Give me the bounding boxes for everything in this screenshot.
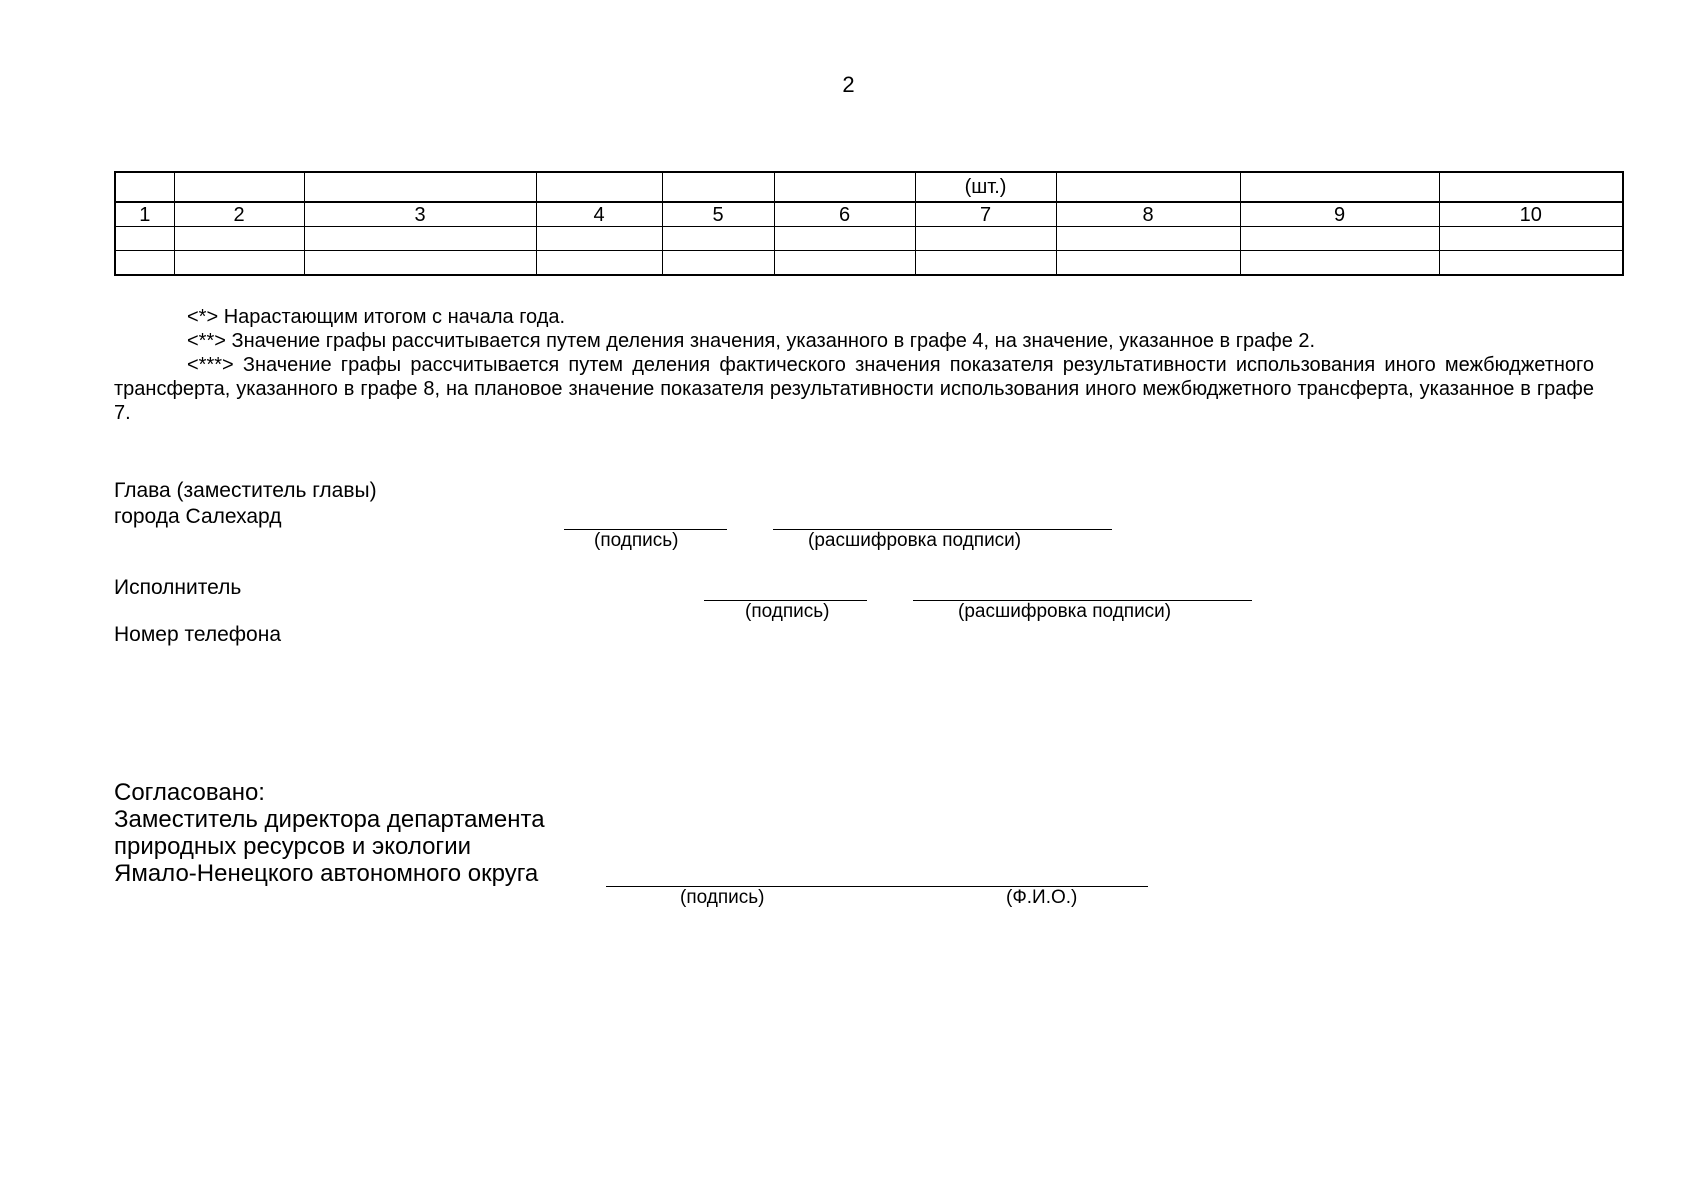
head-title-line2: города Салехард bbox=[114, 505, 282, 528]
table-cell bbox=[536, 227, 662, 251]
table-cell bbox=[1056, 227, 1240, 251]
table-cell bbox=[1240, 227, 1439, 251]
table-cell bbox=[304, 251, 536, 276]
agreement-name-caption: (Ф.И.О.) bbox=[1006, 887, 1078, 908]
table-cell bbox=[304, 172, 536, 202]
table-cell bbox=[915, 251, 1056, 276]
column-number: 1 bbox=[115, 202, 174, 227]
table-cell bbox=[662, 172, 774, 202]
column-number: 5 bbox=[662, 202, 774, 227]
table-cell bbox=[915, 227, 1056, 251]
table-cell bbox=[774, 251, 915, 276]
table-cell bbox=[774, 172, 915, 202]
column-number: 4 bbox=[536, 202, 662, 227]
table-cell bbox=[304, 227, 536, 251]
footnote-1: <*> Нарастающим итогом с начала года. bbox=[187, 306, 566, 328]
table-unit-row bbox=[115, 172, 1623, 202]
indicator-table bbox=[114, 171, 1624, 276]
table-cell bbox=[536, 251, 662, 276]
column-number: 8 bbox=[1056, 202, 1240, 227]
head-decoding-caption: (расшифровка подписи) bbox=[808, 530, 1022, 551]
table-cell bbox=[1439, 172, 1623, 202]
executor-label: Исполнитель bbox=[114, 576, 242, 599]
table-cell bbox=[536, 172, 662, 202]
table-column-numbers-row bbox=[115, 202, 1623, 227]
table-cell bbox=[1439, 251, 1623, 276]
table-cell bbox=[662, 227, 774, 251]
column-number: 6 bbox=[774, 202, 915, 227]
table-cell bbox=[115, 251, 174, 276]
executor-decoding-caption: (расшифровка подписи) bbox=[958, 601, 1172, 622]
column-number: 10 bbox=[1439, 202, 1623, 227]
table-cell bbox=[662, 251, 774, 276]
agreement-line3: природных ресурсов и экологии bbox=[114, 833, 471, 860]
agreement-line2: Заместитель директора департамента bbox=[114, 806, 545, 833]
table-cell bbox=[774, 227, 915, 251]
table-cell bbox=[174, 251, 304, 276]
head-title-line1: Глава (заместитель главы) bbox=[114, 479, 377, 502]
agreement-signature-caption: (подпись) bbox=[680, 887, 765, 908]
page-number: 2 bbox=[842, 72, 855, 97]
table-cell bbox=[1240, 251, 1439, 276]
table-row bbox=[115, 227, 1623, 251]
footnote-2: <**> Значение графы рассчитывается путем деления значения, указанного в графе 4, на значение, указанное в графе 2. bbox=[187, 330, 1316, 352]
head-signature-caption: (подпись) bbox=[594, 530, 679, 551]
executor-signature-caption: (подпись) bbox=[745, 601, 830, 622]
agreement-line4: Ямало-Ненецкого автономного округа bbox=[114, 860, 539, 887]
table-cell bbox=[115, 172, 174, 202]
column-number: 3 bbox=[304, 202, 536, 227]
table-cell bbox=[1439, 227, 1623, 251]
footnote-3: <***> Значение графы рассчитывается путем деления фактического значения показателя результативности использования иного межбюджетного трансферта, указанного в графе 8, на плановое значение показателя результативности использования иного межбюджетного трансферта, указанное в графе 7. bbox=[114, 354, 1594, 424]
table-cell bbox=[1056, 172, 1240, 202]
column-number: 2 bbox=[174, 202, 304, 227]
table-row bbox=[115, 251, 1623, 276]
agreement-heading: Согласовано: bbox=[114, 779, 265, 806]
table-cell bbox=[1056, 251, 1240, 276]
unit-cell: (шт.) bbox=[915, 172, 1056, 202]
column-number: 7 bbox=[915, 202, 1056, 227]
column-number: 9 bbox=[1240, 202, 1439, 227]
table-cell bbox=[174, 172, 304, 202]
table-cell bbox=[174, 227, 304, 251]
table-cell bbox=[115, 227, 174, 251]
table-cell bbox=[1240, 172, 1439, 202]
phone-label: Номер телефона bbox=[114, 623, 282, 646]
